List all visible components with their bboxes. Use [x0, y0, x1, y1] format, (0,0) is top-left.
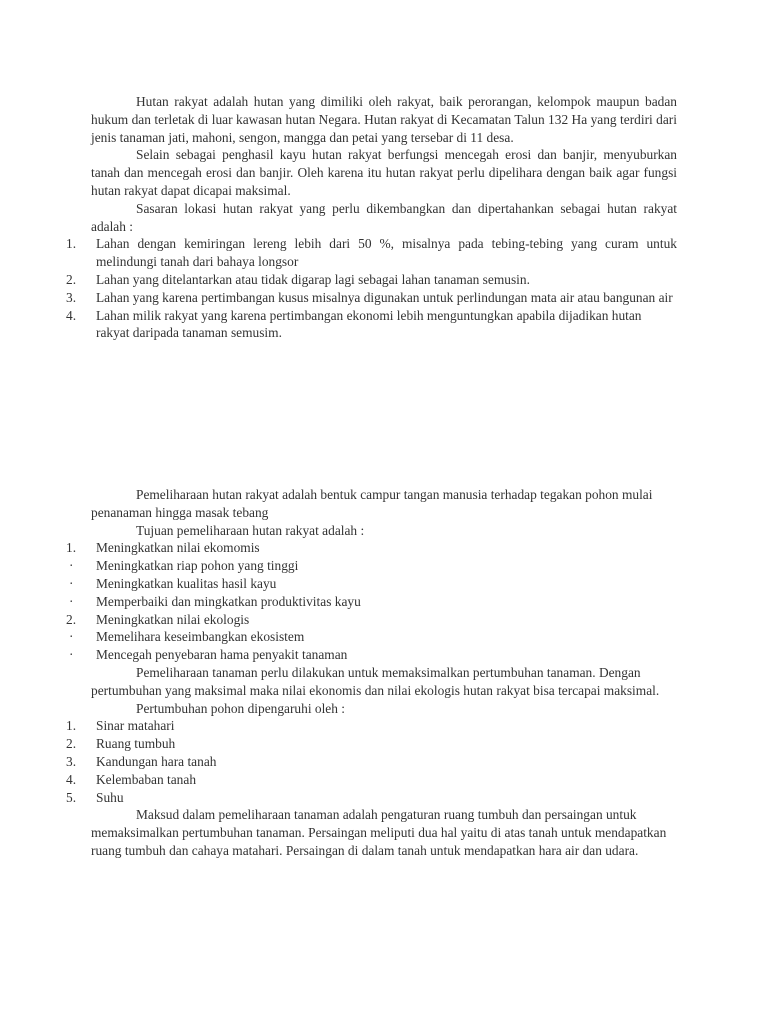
- paragraph-maintenance-purpose: Pemeliharaan tanaman perlu dilakukan untuk memaksimalkan pertumbuhan tanaman. Dengan pertumbuhan yang maksimal maka nilai ekonomis dan nilai ekologis hutan rakyat bisa tercapai maksimal.: [91, 664, 660, 698]
- list-number: 1.: [66, 540, 77, 556]
- list-item-text: Meningkatkan riap pohon yang tinggi: [96, 558, 299, 574]
- paragraph-definition: Hutan rakyat adalah hutan yang dimiliki oleh rakyat, baik perorangan, kelompok maupun badan hukum dan terletak di luar kawasan hutan Negara. Hutan rakyat di Kecamatan Talun 132 Ha yang terdiri dari jenis tanaman jati, mahoni, sengon, mangga dan petai yang tersebar di 11 desa.: [91, 94, 677, 145]
- list-item-text: Kandungan hara tanah: [96, 753, 217, 769]
- bullet-icon: ·: [69, 575, 74, 591]
- list-item-text: Meningkatkan nilai ekologis: [96, 611, 250, 627]
- list-item: [66, 753, 677, 771]
- section-pemeliharaan: [66, 486, 677, 860]
- paragraph-growth-factors-intro: Pertumbuhan pohon dipengaruhi oleh :: [136, 700, 346, 716]
- list-item-text: Memelihara keseimbangkan ekosistem: [96, 629, 305, 645]
- list-number: 1.: [66, 236, 77, 252]
- list-item: [66, 735, 677, 753]
- list-item: [66, 271, 677, 289]
- list-number: 2.: [66, 736, 77, 752]
- list-item-text: Lahan milik rakyat yang karena pertimbangan ekonomi lebih menguntungkan apabila dijadikan hutan rakyat daripada tanaman semusim.: [96, 307, 642, 341]
- list-item: [69, 593, 677, 611]
- list-item-text: Lahan dengan kemiringan lereng lebih dari 50 %, misalnya pada tebing-tebing yang curam untuk melindungi tanah dari bahaya longsor: [96, 236, 677, 270]
- list-item: [66, 307, 677, 343]
- paragraph-target-intro: Sasaran lokasi hutan rakyat yang perlu dikembangkan dan dipertahankan sebagai hutan rakyat adalah :: [91, 200, 677, 234]
- list-number: 3.: [66, 753, 77, 769]
- bullet-icon: ·: [69, 593, 74, 609]
- list-number: 1.: [66, 718, 77, 734]
- list-item-text: Memperbaiki dan mingkatkan produktivitas kayu: [96, 593, 361, 609]
- list-number: 4.: [66, 771, 77, 787]
- list-item: [66, 539, 677, 557]
- bullet-icon: ·: [69, 629, 74, 645]
- list-number: 3.: [66, 289, 77, 305]
- list-item-text: Meningkatkan kualitas hasil kayu: [96, 575, 277, 591]
- list-item-text: Suhu: [96, 789, 124, 805]
- list-item: [69, 628, 677, 646]
- list-item: [69, 646, 677, 664]
- list-number: 4.: [66, 307, 77, 323]
- paragraph-competition: Maksud dalam pemeliharaan tanaman adalah pengaturan ruang tumbuh dan persaingan untuk memaksimalkan pertumbuhan tanaman. Persaingan meliputi dua hal yaitu di atas tanah untuk mendapatkan ruang tumbuh dan cahaya matahari. Persaingan di dalam tanah untuk mendapatkan hara air dan udara.: [91, 807, 667, 858]
- bullet-icon: ·: [69, 558, 74, 574]
- list-item: [66, 789, 677, 807]
- paragraph-maintenance-definition: Pemeliharaan hutan rakyat adalah bentuk campur tangan manusia terhadap tegakan pohon mulai penanaman hingga masak tebang: [91, 487, 653, 520]
- list-item-text: Mencegah penyebaran hama penyakit tanaman: [96, 647, 348, 663]
- list-item-text: Meningkatkan nilai ekomomis: [96, 540, 260, 556]
- list-number: 2.: [66, 271, 77, 287]
- list-item-text: Sinar matahari: [96, 718, 175, 734]
- section-hutan-rakyat: [66, 93, 677, 342]
- list-item: [66, 289, 677, 307]
- list-item-text: Kelembaban tanah: [96, 771, 197, 787]
- list-item: [69, 557, 677, 575]
- list-number: 2.: [66, 611, 77, 627]
- list-item-text: Lahan yang ditelantarkan atau tidak digarap lagi sebagai lahan tanaman semusin.: [96, 271, 530, 287]
- list-item-text: Lahan yang karena pertimbangan kusus misalnya digunakan untuk perlindungan mata air atau bangunan air: [96, 289, 673, 305]
- paragraph-function: Selain sebagai penghasil kayu hutan rakyat berfungsi mencegah erosi dan banjir, menyuburkan tanah dan mencegah erosi dan banjir. Oleh karena itu hutan rakyat perlu dipelihara dengan baik agar fungsi hutan rakyat dapat dicapai maksimal.: [91, 147, 677, 198]
- list-number: 5.: [66, 789, 77, 805]
- list-item: [66, 771, 677, 789]
- list-item: [66, 717, 677, 735]
- paragraph-goals-intro: Tujuan pemeliharaan hutan rakyat adalah :: [136, 522, 365, 538]
- list-item: [69, 575, 677, 593]
- list-item: [66, 611, 677, 629]
- bullet-icon: ·: [69, 647, 74, 663]
- list-item-text: Ruang tumbuh: [96, 736, 176, 752]
- list-item: [66, 235, 677, 271]
